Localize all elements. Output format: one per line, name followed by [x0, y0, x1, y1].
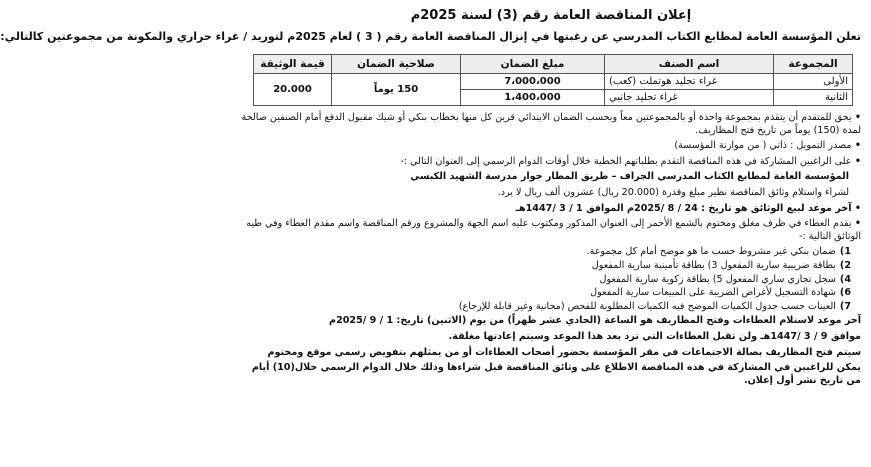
list-item: 4)سجل تجاري ساري المفعول 5) بطاقة زكوية سارية المفعول	[599, 273, 851, 285]
header-group: المجموعة	[774, 55, 853, 74]
header-validity: صلاحية الضمان	[332, 55, 461, 74]
submission-deadline: آخر موعد لاستلام العطاءات وفتح المظاريف هو الساعة (الحادي عشر ظهراً) من يوم (الاثنين) تاريخ: 1 / 9 /2025م	[329, 315, 861, 327]
application-instructions: • على الراغبين المشاركة في هذه المناقصة التقدم بطلباتهم الخطية خلال أوقات الدوام الرسمي إلى العنوان التالي :-	[241, 156, 861, 169]
table-header-row	[254, 55, 853, 74]
required-documents-list	[241, 246, 851, 313]
deadline-hijri: موافق 9 / 3 /1447هـ ولن تقبل العطاءات التي ترد بعد هذا الموعد وسيتم إعادتها مغلقة.	[448, 330, 861, 342]
funding-source: • مصدر التمويل : ذاتي ( من موازنة المؤسسة)	[241, 140, 861, 153]
list-item: 7)العينات حسب جدول الكميات الموضح فيه الكميات المطلوبة للفحص (مجانية وغير قابلة للإرجاع)	[458, 300, 851, 312]
group-cell: الأولى	[774, 74, 853, 90]
tender-announcement	[0, 4, 865, 463]
list-item: 2)بطاقة ضريبية سارية المفعول 3) بطاقة تأمينية سارية المفعول	[591, 259, 851, 271]
header-guarantee: مبلغ الضمان	[461, 55, 605, 74]
intro-text: تعلن المؤسسة العامة لمطابع الكتاب المدرسي عن رغبتها في إنزال المناقصة العامة رقم ( 3 ) لعام 2025م لتوريد / غراء حراري والمكونة من مجموعتين كالتالي:	[0, 30, 861, 43]
item-cell: غراء تجليد هوتملت (كعب)	[605, 74, 774, 90]
address-line: المؤسسة العامة لمطابع الكتاب المدرسي الجراف – طريق المطار جوار مدرسة الشهيد الكبسي	[410, 171, 849, 183]
list-item: 6)شهادة التسجيل لأغراض الضريبة على المبيعات سارية المفعول	[590, 287, 851, 299]
document-fee: لشراء واستلام وثائق المناقصة نظير مبلغ وقدرة (20.000 ريال) عشرون ألف ريال لا يرد.	[497, 186, 849, 198]
header-doc-value: قيمة الوثيقة	[254, 55, 332, 74]
tender-table	[253, 54, 853, 106]
header-item: اسم الصنف	[605, 55, 774, 74]
doc-value-cell: 20.000	[254, 74, 332, 106]
validity-cell: 150 يوماً	[332, 74, 461, 106]
submission-instructions: • يقدم العطاء في ظرف مغلق ومختوم بالشمع الأحمر إلى العنوان المذكور ومكتوب عليه اسم الجهة والمشروع ورقم المناقصة واسم مقدم العطاء وفي طيه الوثائق التالية :-	[241, 218, 861, 243]
list-item: 1)ضمان بنكي غير مشروط حسب ما هو موضح أمام كل مجموعة.	[586, 246, 851, 258]
item-cell: غراء تجليد جانبي	[605, 90, 774, 106]
announcement-title: إعلان المناقصة العامة رقم (3) لسنة 2025م	[410, 8, 692, 23]
opening-session: سيتم فتح المظاريف بصالة الاجتماعات في مقر المؤسسة بحضور أصحاب العطاءات أو من يمثلهم بتفويض رسمي موقع ومختوم	[267, 346, 861, 358]
guarantee-cell: 7،000،000	[461, 74, 605, 90]
review-notice: يمكن للراغبين في المشاركة في هذه المناقصة الاطلاع على وثائق المناقصة قبل شراءها وذلك خلال الدوام الرسمي خلال(10) أيام من تاريخ نشر أول إعلان.	[251, 362, 861, 386]
announcement-body	[237, 112, 865, 387]
sale-deadline: • آخر موعد لبيع الوثائق هو تاريخ : 24 / 8 /2025م الموافق 1 / 3 /1447هـ	[241, 203, 861, 216]
guarantee-cell: 1،400،000	[461, 90, 605, 106]
eligibility-paragraph: • يحق للمتقدم أن يتقدم بمجموعة واحدة أو بالمجموعتين معاً وبحسب الضمان الابتدائي قرين كل منها بخطاب بنكي أو شيك مقبول الدفع أمام الصنفين صالحة لمدة (150) يوماً من تاريخ فتح المظاريف.	[241, 112, 861, 137]
group-cell: الثانية	[774, 90, 853, 106]
table-row	[254, 74, 853, 90]
